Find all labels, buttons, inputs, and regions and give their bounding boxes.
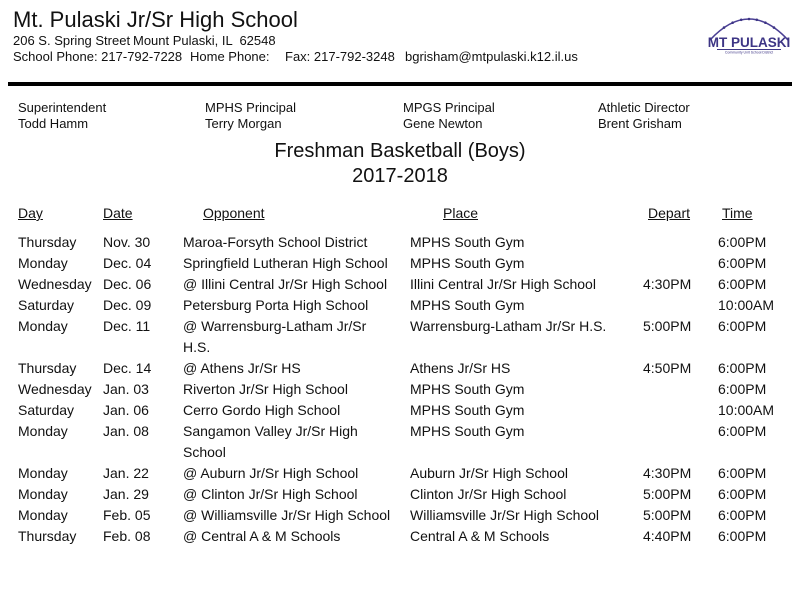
- school-name: Mt. Pulaski Jr/Sr High School: [13, 7, 298, 32]
- cell-place: Auburn Jr/Sr High School: [410, 465, 568, 481]
- cell-time: 6:00PM: [718, 276, 767, 292]
- cell-day: Thursday: [18, 360, 77, 376]
- schedule-header-row: [18, 205, 800, 232]
- column-header-time: Time: [722, 205, 753, 221]
- table-row: [18, 274, 800, 295]
- cell-time: 6:00PM: [718, 360, 767, 376]
- staff-superintendent: [18, 100, 106, 132]
- table-row: [18, 421, 800, 463]
- staff-name: Terry Morgan: [205, 116, 282, 131]
- home-phone-label: Home Phone:: [190, 49, 270, 64]
- cell-date: Dec. 11: [103, 318, 151, 334]
- cell-day: Monday: [18, 318, 68, 334]
- staff-row: [0, 100, 800, 132]
- cell-day: Thursday: [18, 234, 77, 250]
- table-row: [18, 358, 800, 379]
- cell-day: Monday: [18, 255, 68, 271]
- school-phone: School Phone: 217-792-7228: [13, 49, 183, 64]
- schedule-table: [18, 205, 800, 547]
- cell-depart: 4:30PM: [643, 276, 692, 292]
- table-row: [18, 316, 800, 358]
- cell-date: Dec. 04: [103, 255, 152, 271]
- table-row: [18, 400, 800, 421]
- staff-name: Brent Grisham: [598, 116, 682, 131]
- cell-time: 6:00PM: [718, 318, 767, 334]
- cell-time: 6:00PM: [718, 507, 767, 523]
- address-line: [0, 33, 800, 49]
- cell-depart: [643, 421, 718, 463]
- table-row: [18, 484, 800, 505]
- cell-day: Monday: [18, 486, 68, 502]
- staff-title: MPHS Principal: [205, 100, 297, 115]
- cell-depart: [643, 295, 718, 316]
- cell-day: Monday: [18, 423, 68, 439]
- staff-mphs-principal: [205, 100, 296, 132]
- table-row: [18, 379, 800, 400]
- cell-opponent: Riverton Jr/Sr High School: [183, 381, 348, 397]
- cell-depart: 4:30PM: [643, 465, 692, 481]
- cell-opponent: @ Williamsville Jr/Sr High School: [183, 507, 391, 523]
- cell-date: Jan. 08: [103, 423, 149, 439]
- cell-time: 6:00PM: [718, 381, 767, 397]
- cell-depart: [643, 253, 718, 274]
- cell-place: Warrensburg-Latham Jr/Sr H.S.: [410, 318, 607, 334]
- cell-opponent: Petersburg Porta High School: [183, 297, 369, 313]
- cell-place: MPHS South Gym: [410, 381, 525, 397]
- staff-mpgs-principal: [403, 100, 495, 132]
- staff-name: Gene Newton: [403, 116, 483, 131]
- cell-time: 6:00PM: [718, 465, 767, 481]
- cell-place: MPHS South Gym: [410, 423, 525, 439]
- table-row: [18, 505, 800, 526]
- cell-time: 6:00PM: [718, 255, 767, 271]
- staff-name: Todd Hamm: [18, 116, 89, 131]
- cell-time: 6:00PM: [718, 528, 767, 544]
- table-row: [18, 463, 800, 484]
- cell-date: Jan. 06: [103, 402, 149, 418]
- cell-depart: 4:40PM: [643, 528, 692, 544]
- staff-title: Athletic Director: [598, 100, 690, 115]
- cell-opponent: @ Clinton Jr/Sr High School: [183, 486, 358, 502]
- cell-time: 6:00PM: [718, 486, 767, 502]
- document-title: [0, 139, 800, 189]
- cell-place: Illini Central Jr/Sr High School: [410, 276, 596, 292]
- cell-opponent: Springfield Lutheran High School: [183, 255, 388, 271]
- cell-depart: [643, 379, 718, 400]
- cell-time: 6:00PM: [718, 423, 767, 439]
- column-header-place: Place: [443, 205, 479, 221]
- cell-date: Jan. 03: [103, 381, 149, 397]
- cell-opponent: @ Auburn Jr/Sr High School: [183, 465, 359, 481]
- cell-day: Thursday: [18, 528, 77, 544]
- cell-place: MPHS South Gym: [410, 255, 525, 271]
- cell-place: MPHS South Gym: [410, 234, 525, 250]
- column-header-day: Day: [18, 205, 43, 221]
- cell-depart: 5:00PM: [643, 486, 692, 502]
- table-row: [18, 526, 800, 547]
- table-row: [18, 253, 800, 274]
- cell-depart: 5:00PM: [643, 318, 692, 334]
- cell-place: Central A & M Schools: [410, 528, 550, 544]
- cell-opponent: @ Illini Central Jr/Sr High School: [183, 276, 388, 292]
- contact-line: [0, 49, 800, 65]
- table-row: [18, 232, 800, 253]
- cell-date: Dec. 14: [103, 360, 152, 376]
- cell-date: Dec. 06: [103, 276, 152, 292]
- cell-day: Saturday: [18, 402, 75, 418]
- cell-opponent: Maroa-Forsyth School District: [183, 234, 368, 250]
- column-header-date: Date: [103, 205, 133, 221]
- cell-depart: [643, 400, 718, 421]
- cell-day: Monday: [18, 465, 68, 481]
- cell-depart: 4:50PM: [643, 360, 692, 376]
- cell-opponent: @ Central A & M Schools: [183, 528, 341, 544]
- cell-date: Feb. 05: [103, 507, 151, 523]
- cell-place: Clinton Jr/Sr High School: [410, 486, 567, 502]
- school-logo: [704, 4, 794, 56]
- cell-opponent: @ Warrensburg-Latham Jr/Sr H.S.: [183, 318, 367, 355]
- cell-time: 10:00AM: [718, 297, 775, 313]
- document-title-line2: 2017-2018: [352, 165, 448, 187]
- svg-text:Community Unit School District: Community Unit School District: [724, 50, 774, 55]
- cell-place: MPHS South Gym: [410, 402, 525, 418]
- cell-date: Feb. 08: [103, 528, 151, 544]
- cell-place: MPHS South Gym: [410, 297, 525, 313]
- cell-opponent: @ Athens Jr/Sr HS: [183, 360, 301, 376]
- email-address: bgrisham@mtpulaski.k12.il.us: [405, 49, 578, 64]
- svg-text:MT PULASKI: MT PULASKI: [707, 35, 791, 50]
- cell-depart: [643, 232, 718, 253]
- fax-number: Fax: 217-792-3248: [285, 49, 395, 64]
- cell-date: Nov. 30: [103, 234, 151, 250]
- horizontal-divider: [8, 82, 792, 86]
- staff-athletic-director: [598, 100, 690, 132]
- cell-time: 6:00PM: [718, 234, 767, 250]
- cell-day: Monday: [18, 507, 68, 523]
- table-row: [18, 295, 800, 316]
- cell-date: Jan. 29: [103, 486, 149, 502]
- schedule-body: [18, 232, 800, 547]
- cell-place: Athens Jr/Sr HS: [410, 360, 511, 376]
- address-city: Mount Pulaski, IL 62548: [133, 33, 276, 48]
- school-logo-icon: [704, 4, 794, 56]
- cell-time: 10:00AM: [718, 402, 775, 418]
- cell-date: Dec. 09: [103, 297, 152, 313]
- column-header-depart: Depart: [648, 205, 691, 221]
- cell-opponent: Sangamon Valley Jr/Sr High School: [183, 423, 358, 460]
- address-street: 206 S. Spring Street: [13, 33, 131, 48]
- staff-title: Superintendent: [18, 100, 107, 115]
- cell-opponent: Cerro Gordo High School: [183, 402, 341, 418]
- masthead: [0, 0, 800, 65]
- staff-title: MPGS Principal: [403, 100, 495, 115]
- cell-day: Saturday: [18, 297, 75, 313]
- column-header-opponent: Opponent: [203, 205, 265, 221]
- cell-day: Wednesday: [18, 276, 92, 292]
- document-title-line1: Freshman Basketball (Boys): [274, 140, 526, 162]
- cell-place: Williamsville Jr/Sr High School: [410, 507, 600, 523]
- cell-day: Wednesday: [18, 381, 92, 397]
- cell-date: Jan. 22: [103, 465, 149, 481]
- cell-depart: 5:00PM: [643, 507, 692, 523]
